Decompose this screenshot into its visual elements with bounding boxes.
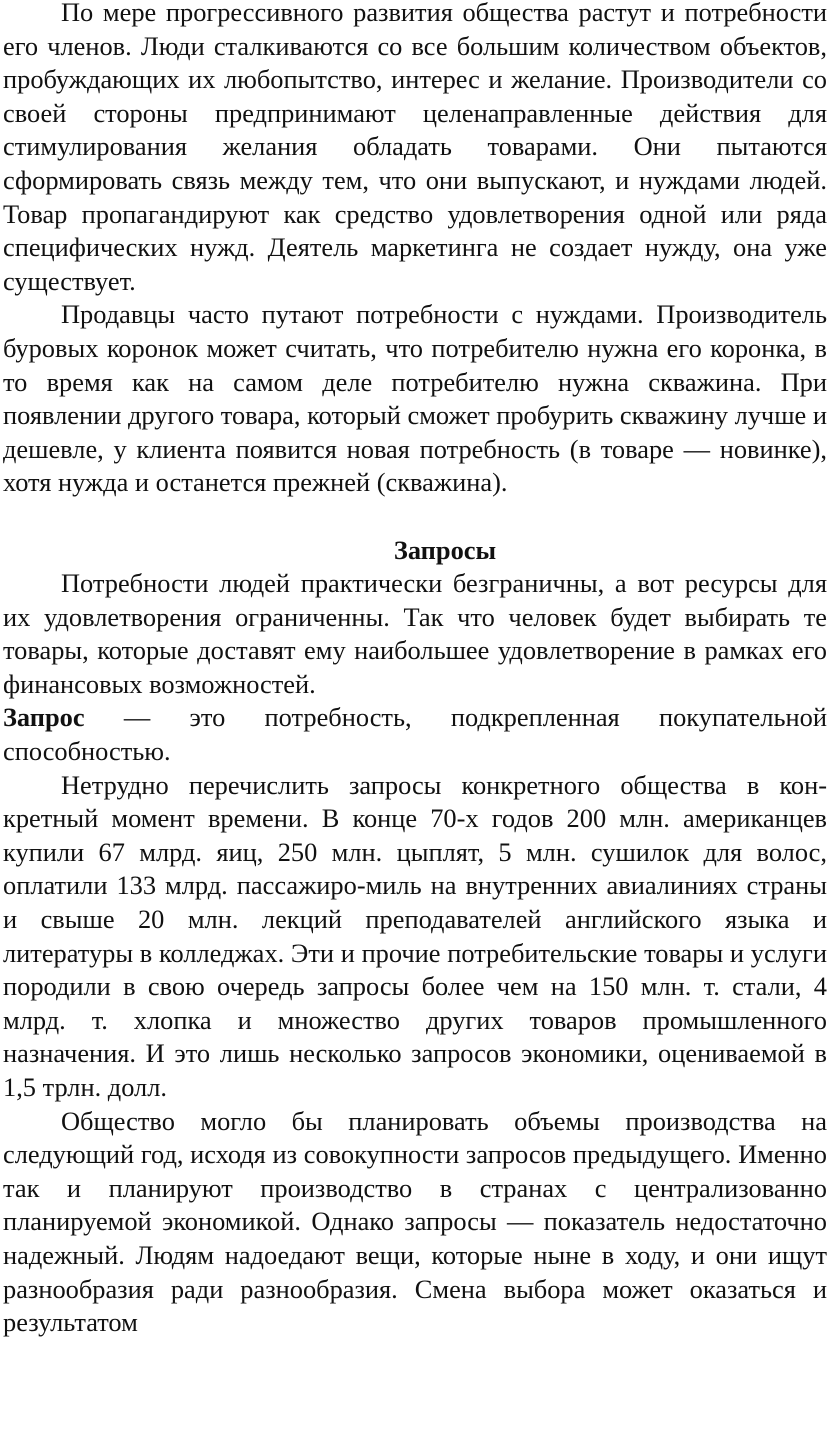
definition-block [3, 701, 827, 768]
document-page [3, 0, 827, 1340]
paragraph-needs-growth: По мере прогрессивного развития общества растут и потребности его членов. Люди сталкиваются со все большим количеством объектов, пробуждающих их любопытство, интерес и желание. Производители со своей стороны предпринимают целенаправленные действия для стимулирования желания обладать товарами. Они пытаются сформировать связь между тем, что они выпускают, и нуждами людей. Товар пропагандируют как средство удовлетворения одной или ряда специфических нужд. Деятель маркетинга не создает нужду, она уже существует. [3, 0, 827, 296]
paragraph-requests-examples: Нетрудно перечислить запросы конкретного общества в конкретный момент времени. В конце 70-х годов 200 млн. американцев купили 67 млрд. яиц, 250 млн. цыплят, 5 млн. сушилок для волос, оплатили 133 млрд. пассажиро-миль на внутренних авиалиниях страны и свыше 20 млн. лекций преподавателей английского языка и литературы в колледжах. Эти и прочие потребительские товары и услуги породили в свою очередь запросы более чем на 150 млн. т. стали, 4 млрд. т. хлопка и множество других товаров промышленного назначения. И это лишь несколько запросов экономики, оцениваемой в 1,5 трлн. долл. [3, 769, 827, 1102]
paragraph-sellers-confuse: Продавцы часто путают потребности с нуждами. Производитель буровых коронок может считать, что потребителю нужна его коронка, в то время как на самом деле потребителю нужна скважина. При появлении другого товара, который сможет пробурить скважину лучше и дешевле, у клиента появится новая потребность (в товаре — новинке), хотя нужда и останется прежней (скважина). [3, 299, 827, 498]
paragraph-planning: Общество могло бы планировать объемы производства на следующий год, исходя из совокупности запросов предыдущего. Именно так и планируют производство в странах с централизованно планируемой экономикой. Однако запросы — показатель недостаточно надежный. Людям надоедают вещи, которые ныне в ходу, и они ищут разнообразия ради разнообразия. Смена выбора может оказаться и результатом [3, 1105, 827, 1338]
section-spacer [3, 500, 827, 534]
section-heading: Запросы [393, 534, 497, 565]
paragraph-requests-intro: Потребности людей практически безграничны, а вот ресурсы для их удовлетворения ограниченны. Так что человек будет выбирать те товары, которые доставят ему наибольшее удовлетворение в рамках его финансовых возможностей. [3, 568, 827, 699]
definition-term: Запрос [3, 702, 85, 733]
definition-text: — это потребность, подкрепленная покупательной способностью. [3, 702, 827, 767]
